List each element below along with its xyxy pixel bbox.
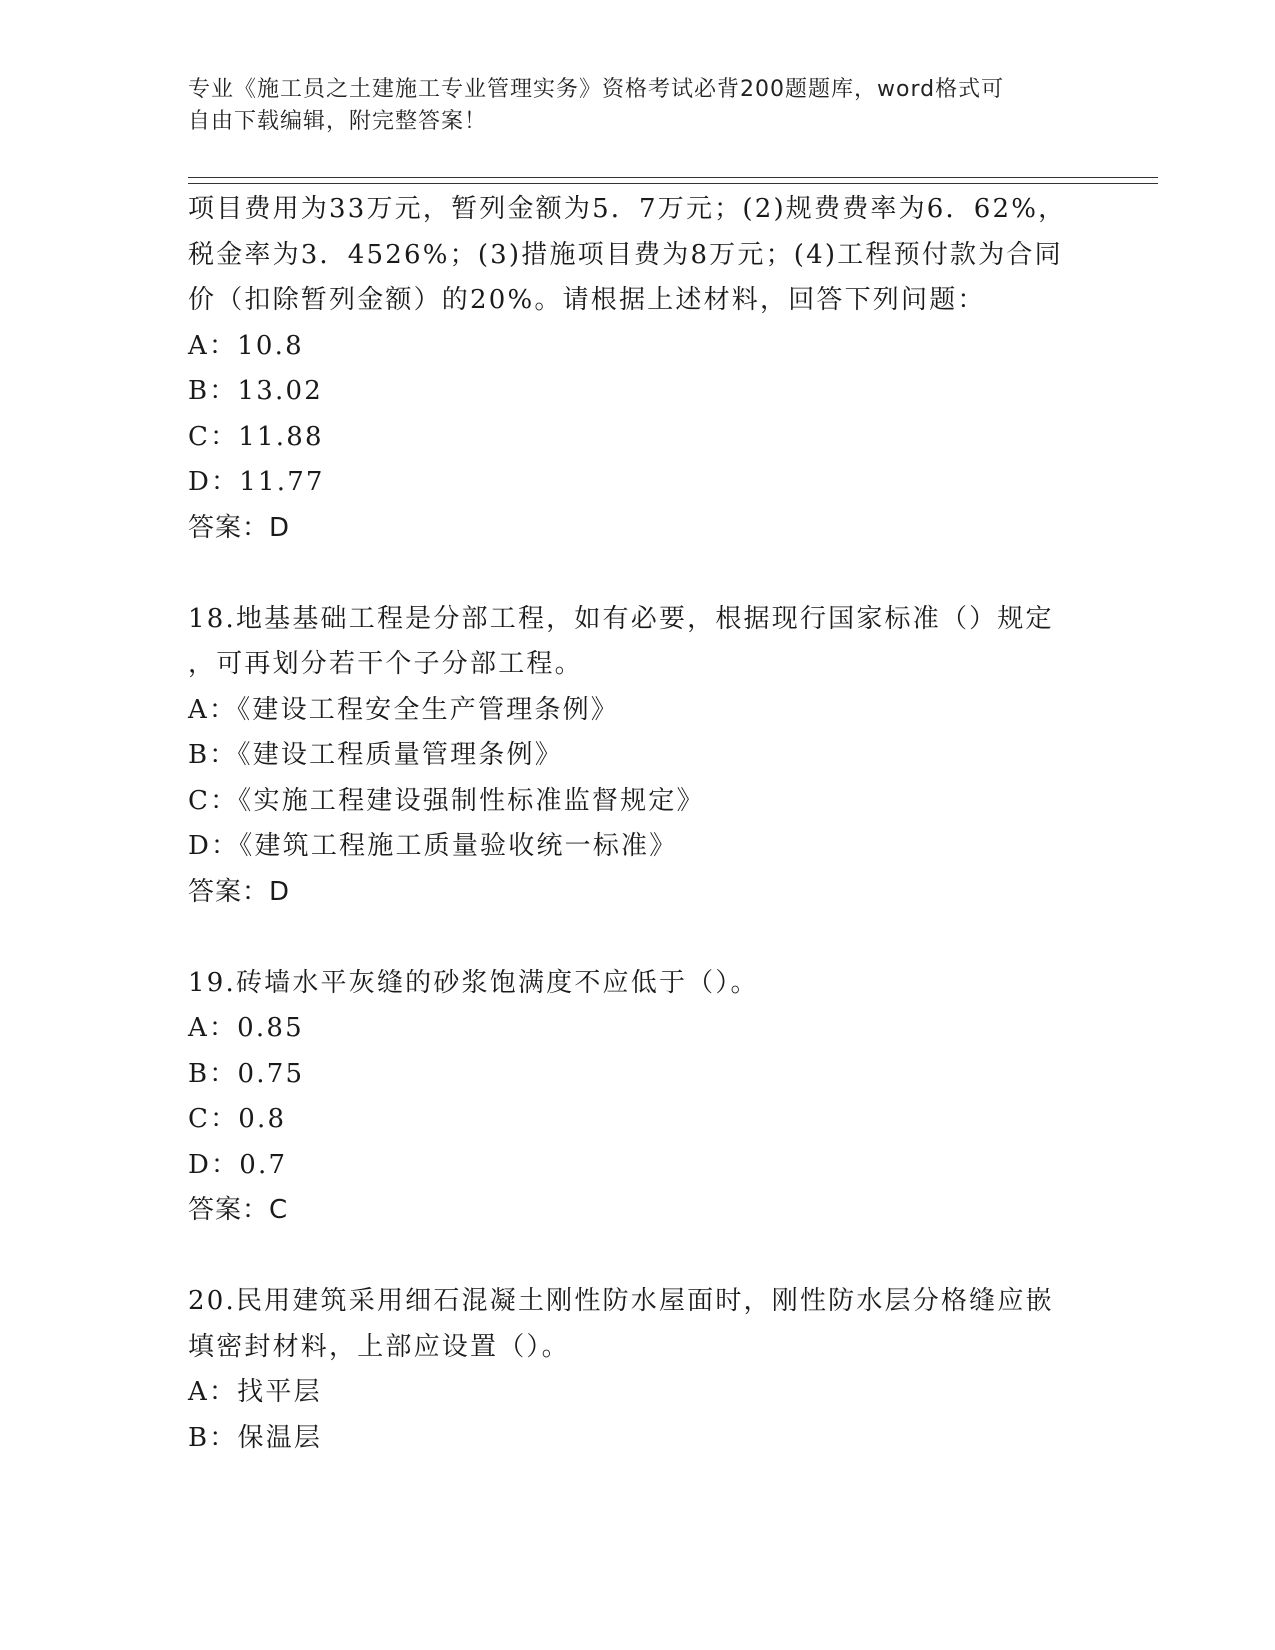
question-17-option-a: A：10.8 <box>188 330 304 361</box>
question-18-answer: 答案：D <box>188 876 291 907</box>
question-18-option-d: D：《建筑工程施工质量验收统一标准》 <box>188 831 678 861</box>
question-18-text-line-2: ，可再划分若干个子分部工程。 <box>188 649 583 679</box>
question-17-option-b: B：13.02 <box>188 376 323 406</box>
question-18-text-line-1: 18.地基基础工程是分部工程，如有必要，根据现行国家标准（）规定 <box>188 603 1054 634</box>
question-18-option-b: B：《建设工程质量管理条例》 <box>188 740 563 770</box>
spacer <box>188 551 1088 597</box>
question-18-block <box>188 597 1088 916</box>
question-19-text-line-1: 19.砖墙水平灰缝的砂浆饱满度不应低于（）。 <box>188 967 759 998</box>
spacer <box>188 915 1088 961</box>
question-17-text-line-1: 项目费用为33万元，暂列金额为5．7万元；(2)规费费率为6．62%， <box>188 194 1067 224</box>
question-19-option-c: C：0.8 <box>188 1104 287 1134</box>
header-title-line-2: 自由下载编辑，附完整答案！ <box>188 109 488 134</box>
question-17-answer: 答案：D <box>188 512 291 543</box>
header-title-line-1: 专业《施工员之土建施工专业管理实务》资格考试必背200题题库，word格式可 <box>188 77 1005 102</box>
question-18-option-a: A：《建设工程安全生产管理条例》 <box>188 694 619 725</box>
question-18-option-c: C：《实施工程建设强制性标准监督规定》 <box>188 785 705 816</box>
question-19-answer: 答案：C <box>188 1195 289 1225</box>
document-header <box>188 74 1068 138</box>
question-17-option-d: D：11.77 <box>188 467 325 497</box>
question-17-option-c: C：11.88 <box>188 421 324 452</box>
question-20-block <box>188 1279 1088 1461</box>
question-17-block <box>188 187 1088 551</box>
question-20-option-b: B：保温层 <box>188 1422 323 1453</box>
question-17-text-line-2: 税金率为3．4526%；(3)措施项目费为8万元；(4)工程预付款为合同 <box>188 239 1063 270</box>
question-19-option-d: D：0.7 <box>188 1149 288 1180</box>
question-20-option-a: A：找平层 <box>188 1377 322 1407</box>
question-17-text-line-3: 价（扣除暂列金额）的20%。请根据上述材料，回答下列问题： <box>188 285 986 315</box>
header-divider-top <box>188 177 1158 178</box>
header-divider-bottom <box>188 183 1158 184</box>
question-20-text-line-1: 20.民用建筑采用细石混凝土刚性防水屋面时，刚性防水层分格缝应嵌 <box>188 1286 1054 1316</box>
question-20-text-line-2: 填密封材料，上部应设置（）。 <box>188 1331 570 1362</box>
question-19-option-b: B：0.75 <box>188 1058 305 1089</box>
document-body <box>188 187 1088 1461</box>
question-19-option-a: A：0.85 <box>188 1013 304 1043</box>
spacer <box>188 1234 1088 1280</box>
question-19-block <box>188 961 1088 1234</box>
